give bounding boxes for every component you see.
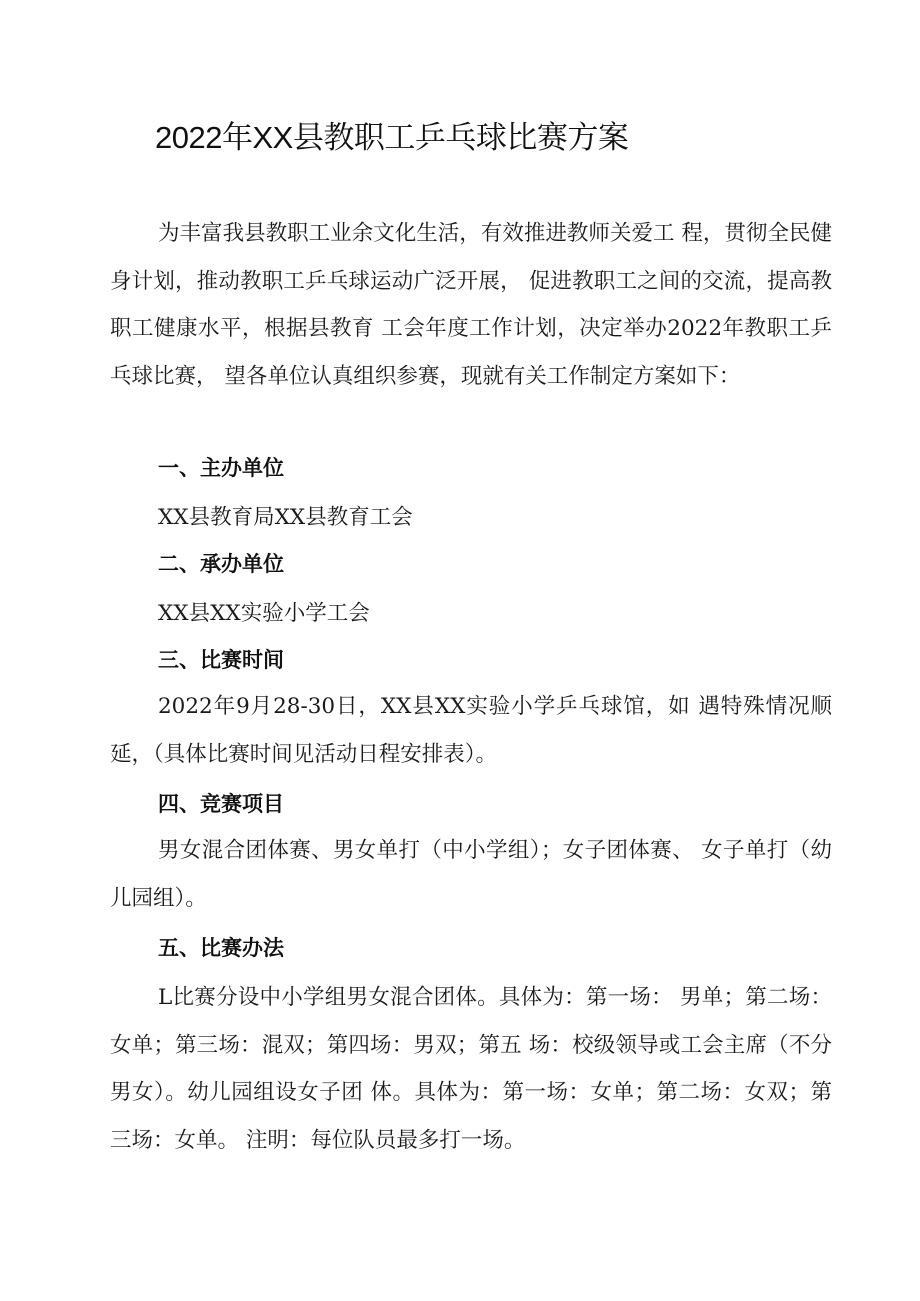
section-heading-time: 三、比赛时间 — [158, 648, 284, 672]
section-heading-events: 四、竞赛项目 — [158, 792, 284, 816]
intro-paragraph: 为丰富我县教职工业余文化生活，有效推进教师关爱工 程，贯彻全民健身计划，推动教职工乒乓球运动广泛开展， 促进教职工之间的交流，提高教职工健康水平，根据县教育 工会年度工作计划，决定举办2022年教职工乒乓球比赛， 望各单位认真组织参赛，现就有关工作制定方案如下： — [110, 221, 832, 389]
section-content-events: 男女混合团体赛、男女单打（中小学组）；女子团体赛、 女子单打（幼儿园组）。 — [110, 838, 832, 911]
section-content-time: 2022年9月28-30日，XX县XX实验小学乒乓球馆，如 遇特殊情况顺延，（具体比赛时间见活动日程安排表）。 — [110, 694, 832, 767]
section-content-method: L比赛分设中小学组男女混合团体。具体为：第一场： 男单；第二场：女单；第三场：混双；第四场：男双；第五 场：校级领导或工会主席（不分男女）。幼儿园组设女子团 体。具体为：第一场：女单；第二场：女双；第三场：女单。 注明：每位队员最多打一场。 — [110, 985, 832, 1153]
section-heading-organizer: 一、主办单位 — [158, 456, 284, 480]
section-heading-host: 二、承办单位 — [158, 552, 284, 576]
section-content-organizer: XX县教育局XX县教育工会 — [158, 505, 413, 530]
document-title: 2022年XX县教职工乒乓球比赛方案 — [155, 120, 629, 155]
section-content-host: XX县XX实验小学工会 — [158, 601, 370, 626]
section-heading-method: 五、比赛办法 — [158, 936, 284, 960]
